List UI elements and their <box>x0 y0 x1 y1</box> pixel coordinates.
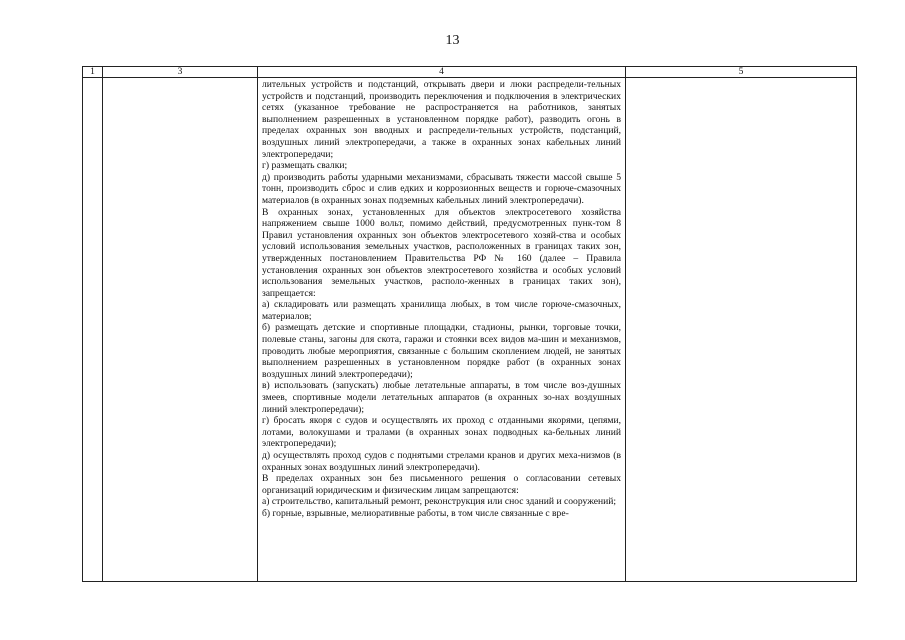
column-header-5: 5 <box>626 67 857 78</box>
column-1-cell <box>83 78 103 582</box>
column-4-text-cell <box>258 78 626 582</box>
paragraph-item-g-dumps: г) размещать свалки; <box>262 160 348 172</box>
table-row <box>83 78 857 582</box>
regulation-table <box>82 66 857 582</box>
paragraph-item-b-mining: б) горные, взрывные, мелиоративные работы, в том числе связанные с вре- <box>262 507 569 519</box>
paragraph-item-g-anchors: г) бросать якоря с судов и осуществлять их проход с отданными якорями, цепями, лотами, волокушами и тралами (в охранных зонах подводных ка-бельных линий электропередачи); <box>262 415 621 450</box>
page-number: 13 <box>445 33 460 48</box>
paragraph-item-d-impact-works: д) производить работы ударными механизмами, сбрасывать тяжести массой свыше 5 тонн, производить сброс и слив едких и коррозионных веществ и горюче-смазочных материалов (в охранных зонах подземных кабельных линий электропередачи). <box>262 171 621 206</box>
paragraph-item-a-storage: а) складировать или размещать хранилища любых, в том числе горюче-смазочных, материалов; <box>262 299 621 322</box>
column-header-4: 4 <box>258 67 626 78</box>
column-3-cell <box>103 78 258 582</box>
paragraph-item-d-vessels: д) осуществлять проход судов с поднятыми стрелами кранов и других меха-низмов (в охранных зонах воздушных линий электропередачи). <box>262 450 621 473</box>
paragraph-continuation: лительных устройств и подстанций, открывать двери и люки распредели-тельных устройств и подстанций, производить переключения и подключения в электрических сетях (указанное требование не распространяется на работников, занятых выполнением разрешенных в установленном порядке работ), разводить огонь в пределах охранных зон вводных и распредели-тельных устройств, подстанций, воздушных линий электропередачи, а также в охранных зонах кабельных линий электропередачи; <box>262 79 621 160</box>
table-header-row <box>83 67 857 78</box>
paragraph-over-1000v: В охранных зонах, установленных для объектов электросетевого хозяйства напряжением свыше 1000 вольт, помимо действий, предусмотренных пунк-том 8 Правил установления охранных зон объектов электросетевого хозяй-ства и особых условий использования земельных участков, расположенных в границах таких зон, утвержденных постановлением Правительства РФ № 160 (далее – Правила установления охранных зон объектов электросетевого хозяйства и особых условий использования земельных участков, располо-женных в границах таких зон), запрещается: <box>262 206 621 299</box>
paragraph-item-v-aircraft: в) использовать (запускать) любые летательные аппараты, в том числе воз-душных змеев, спортивные модели летательных аппаратов (в охранных зо-нах воздушных линий электропередачи); <box>262 380 621 415</box>
paragraph-item-b-playgrounds: б) размещать детские и спортивные площадки, стадионы, рынки, торговые точки, полевые станы, загоны для скота, гаражи и стоянки всех видов ма-шин и механизмов, проводить любые мероприятия, связанные с большим скоплением людей, не занятых выполнением разрешенных в установленном порядке работ (в охранных зонах воздушных линий электропередачи); <box>262 322 621 380</box>
paragraph-item-a-construction: а) строительство, капитальный ремонт, реконструкция или снос зданий и сооружений; <box>262 496 617 508</box>
column-header-3: 3 <box>103 67 258 78</box>
paragraph-without-approval: В пределах охранных зон без письменного решения о согласовании сетевых организаций юридическим и физическим лицам запрещаются: <box>262 473 621 496</box>
column-header-1: 1 <box>83 67 103 78</box>
column-5-cell <box>626 78 857 582</box>
